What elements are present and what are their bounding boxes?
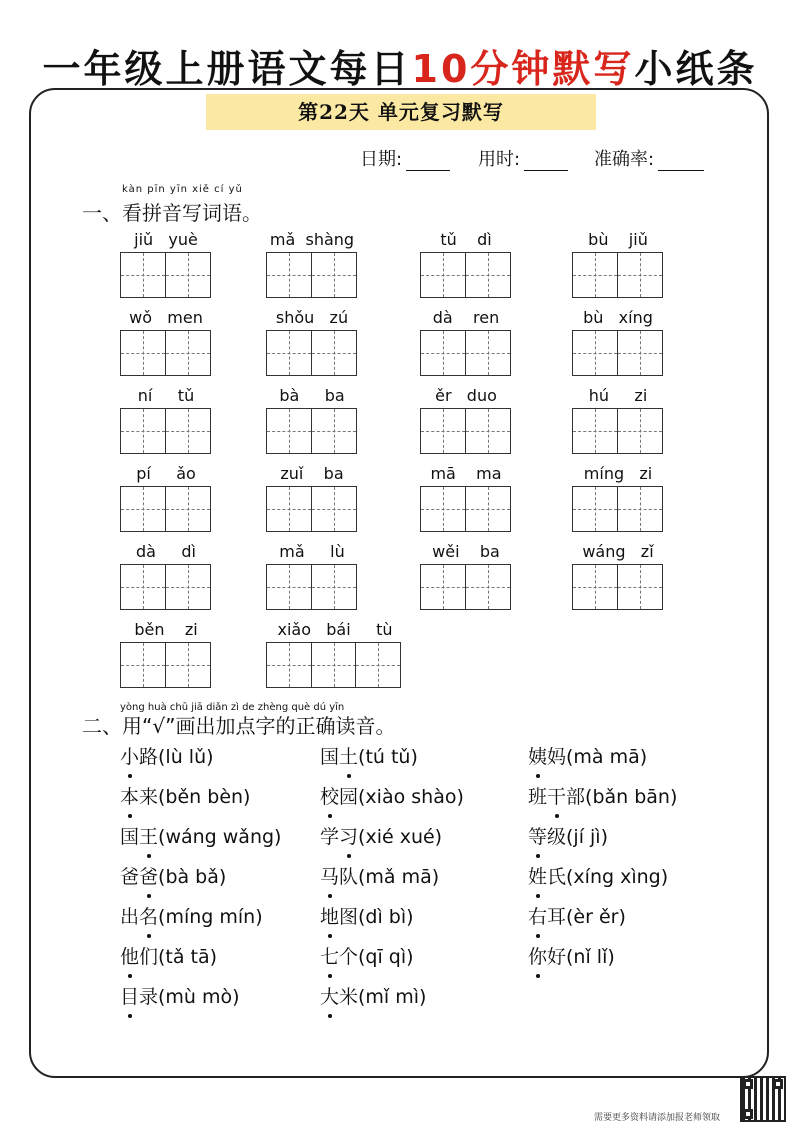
writing-box[interactable] [266,330,312,376]
item-readings: 氏(xíng xìng) [547,866,669,888]
footer-note: 需要更多资料请添加报老师领取 [594,1113,721,1123]
writing-box[interactable] [465,564,511,610]
pinyin-label: zuǐ ba [280,464,344,483]
writing-box[interactable] [165,486,211,532]
dotted-character: 目 [120,982,139,1009]
writing-box[interactable] [266,642,312,688]
item-readings: 好(nǐ lǐ) [547,946,615,968]
reading-item[interactable] [528,742,647,769]
dotted-character: 地 [320,902,339,929]
dotted-character: 名 [139,902,158,929]
section2-ruby: yòng huà chū jiā diǎn zì de zhèng què dú yīn [120,702,345,713]
dotted-character: 等 [528,822,547,849]
accuracy-label: 准确率: [594,149,655,170]
reading-item[interactable] [120,982,240,1009]
writing-box[interactable] [311,408,357,454]
item-readings: (wáng wǎng) [158,826,282,848]
writing-box[interactable] [120,252,166,298]
writing-box[interactable] [420,564,466,610]
dotted-character: 右 [528,902,547,929]
accuracy-field[interactable] [594,145,704,171]
reading-item[interactable] [528,782,677,809]
writing-box[interactable] [572,408,618,454]
writing-box[interactable] [311,642,357,688]
section2-heading: 二、用“√”画出加点字的正确读音。 [82,714,396,738]
time-field[interactable] [478,145,568,171]
dotted-character: 王 [139,822,158,849]
item-text: 爸 [120,866,140,888]
item-text: 国 [120,826,140,848]
writing-box[interactable] [311,252,357,298]
pinyin-label: ní tǔ [137,386,195,405]
writing-box[interactable] [420,252,466,298]
pinyin-label: wáng zǐ [582,542,654,561]
item-text: 国 [320,746,340,768]
reading-item[interactable] [120,782,250,809]
writing-box[interactable] [120,564,166,610]
pinyin-label: mǎ shàng [269,230,355,249]
pinyin-label: tǔ dì [440,230,492,249]
writing-box[interactable] [355,642,401,688]
dotted-character: 土 [339,742,358,769]
reading-item[interactable] [320,782,464,809]
writing-box[interactable] [572,330,618,376]
reading-item[interactable] [320,982,426,1009]
pinyin-label: mā ma [430,464,502,483]
item-readings: 耳(èr ěr) [547,906,626,928]
item-readings: 路(lù lǔ) [139,746,214,768]
item-readings: 级(jí jì) [547,826,608,848]
section1-ruby: kàn pīn yīn xiě cí yǔ [122,184,243,195]
section1-heading: 一、看拼音写词语。 [82,201,262,225]
writing-box[interactable] [165,330,211,376]
date-label: 日期: [360,149,403,170]
dotted-character: 习 [339,822,358,849]
pinyin-label: dà dì [136,542,196,561]
item-readings: 个(qī qì) [339,946,414,968]
writing-box[interactable] [420,408,466,454]
item-text: 学 [320,826,340,848]
dotted-character: 爸 [139,862,158,889]
qr-code [740,1076,786,1122]
writing-box[interactable] [120,642,166,688]
pinyin-label: pí ǎo [136,464,196,483]
reading-item[interactable] [120,902,263,929]
reading-item[interactable] [528,942,615,969]
dotted-character: 小 [120,742,139,769]
item-readings: (bà bǎ) [158,866,227,888]
item-readings: 妈(mà mā) [547,746,648,768]
dotted-character: 大 [320,982,339,1009]
reading-item[interactable] [120,942,217,969]
writing-box[interactable] [165,564,211,610]
reading-item[interactable] [320,942,414,969]
writing-box[interactable] [266,408,312,454]
writing-box[interactable] [420,486,466,532]
dotted-character: 本 [120,782,139,809]
dotted-character: 你 [528,942,547,969]
item-text: 班 [528,786,548,808]
title-text-end: 小纸条 [634,47,758,91]
writing-box[interactable] [465,408,511,454]
pinyin-label: wěi ba [432,542,500,561]
pinyin-label: jiǔ yuè [134,230,198,249]
reading-item[interactable] [528,822,608,849]
dotted-character: 姨 [528,742,547,769]
writing-box[interactable] [266,564,312,610]
page-title [0,38,800,93]
writing-box[interactable] [465,486,511,532]
pinyin-label: ěr duo [435,386,497,405]
pinyin-label: dà ren [432,308,500,327]
reading-item[interactable] [120,822,281,849]
writing-box[interactable] [420,330,466,376]
writing-box[interactable] [311,486,357,532]
writing-box[interactable] [572,486,618,532]
item-readings: 部(bǎn bān) [566,786,678,808]
item-readings: (míng mín) [158,906,263,928]
dotted-character: 姓 [528,862,547,889]
pinyin-label: bù xíng [583,308,653,327]
writing-box[interactable] [617,564,663,610]
title-highlight: 10分钟默写 [411,47,635,91]
writing-box[interactable] [120,486,166,532]
item-readings: 米(mǐ mì) [339,986,427,1008]
pinyin-label: míng zi [583,464,653,483]
writing-box[interactable] [311,564,357,610]
reading-item[interactable] [120,862,226,889]
writing-box[interactable] [572,564,618,610]
date-field[interactable] [360,145,450,171]
pinyin-label: bà ba [279,386,345,405]
writing-box[interactable] [465,252,511,298]
writing-box[interactable] [165,252,211,298]
dotted-character: 干 [547,782,566,809]
pinyin-label: xiǎo bái tù [277,620,393,639]
writing-box[interactable] [311,330,357,376]
title-text: 一年级上册语文每日 [42,47,412,91]
reading-item[interactable] [320,742,418,769]
writing-box[interactable] [465,330,511,376]
writing-box[interactable] [572,252,618,298]
item-readings: 录(mù mò) [139,986,240,1008]
reading-item[interactable] [320,822,442,849]
reading-item[interactable] [320,902,414,929]
pinyin-label: bù jiǔ [588,230,648,249]
time-label: 用时: [478,149,521,170]
pinyin-label: shǒu zú [275,308,349,327]
reading-item[interactable] [528,862,668,889]
writing-box[interactable] [617,408,663,454]
writing-box[interactable] [120,330,166,376]
dotted-character: 校 [320,782,339,809]
pinyin-label: mǎ lù [279,542,345,561]
writing-box[interactable] [120,408,166,454]
dotted-character: 马 [320,862,339,889]
dotted-character: 七 [320,942,339,969]
item-readings: 来(běn bèn) [139,786,251,808]
item-text: 出 [120,906,140,928]
writing-box[interactable] [165,642,211,688]
item-readings: 们(tǎ tā) [139,946,218,968]
pinyin-label: wǒ men [129,308,203,327]
pinyin-label: běn zi [134,620,198,639]
writing-box[interactable] [617,330,663,376]
item-readings: (xié xué) [358,826,443,848]
writing-box[interactable] [266,486,312,532]
item-readings: 园(xiào shào) [339,786,464,808]
day-banner: 第22天 单元复习默写 [206,94,596,130]
pinyin-label: hú zi [588,386,648,405]
writing-box[interactable] [617,486,663,532]
writing-box[interactable] [266,252,312,298]
reading-item[interactable] [320,862,439,889]
writing-box[interactable] [617,252,663,298]
reading-item[interactable] [120,742,214,769]
reading-item[interactable] [528,902,626,929]
item-readings: 队(mǎ mā) [339,866,440,888]
item-readings: (tú tǔ) [358,746,418,768]
writing-box[interactable] [165,408,211,454]
item-readings: 图(dì bì) [339,906,414,928]
dotted-character: 他 [120,942,139,969]
